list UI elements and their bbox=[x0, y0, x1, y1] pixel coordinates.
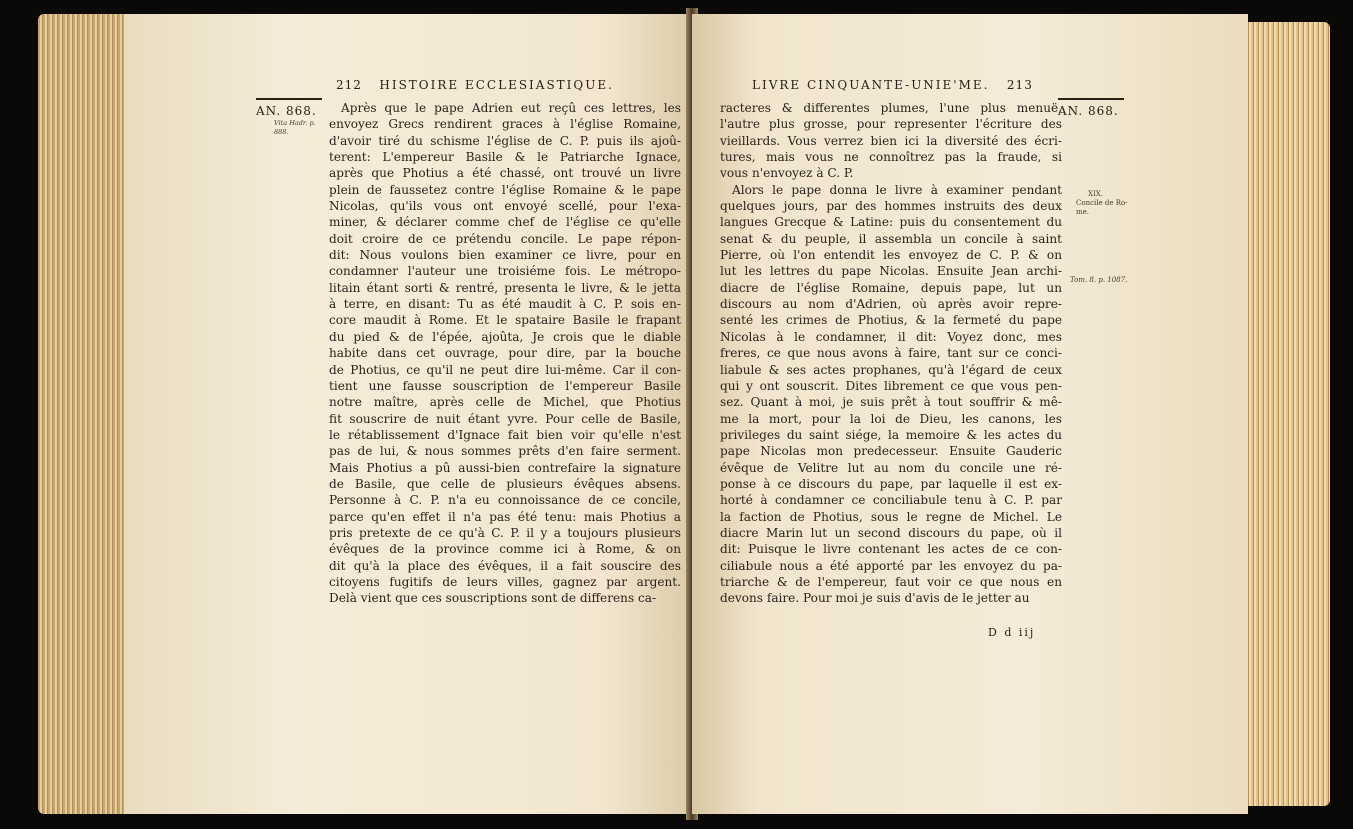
text-line: devons faire. Pour moi je suis d'avis de le jetter au bbox=[720, 591, 1030, 606]
text-line: lut les lettres du pape Nicolas. Ensuite Jean archi- bbox=[720, 264, 1062, 279]
left-text-column bbox=[329, 100, 681, 607]
left-page bbox=[124, 14, 690, 814]
text-line: freres, ce que nous avons à faire, tant sur ce conci- bbox=[720, 346, 1062, 361]
text-line: à terre, en disant: Tu as été maudit à C. P. sois en- bbox=[329, 297, 681, 312]
text-line: langues Grecque & Latine: puis du consentement du bbox=[720, 215, 1062, 230]
text-line: liabule & ses actes prophanes, qu'à l'égard de ceux bbox=[720, 362, 1062, 377]
text-line: évêque de Velitre lut au nom du concile une ré- bbox=[720, 460, 1062, 475]
right-page-edges bbox=[1246, 22, 1330, 806]
right-page bbox=[692, 14, 1248, 814]
left-running-header bbox=[336, 78, 614, 92]
text-line: Delà vient que ces souscriptions sont de differens ca- bbox=[329, 591, 657, 606]
left-margin-note bbox=[274, 119, 330, 137]
text-line: ciliabule nous a été apporté par les envoyez du pa- bbox=[720, 558, 1062, 573]
text-line: envoyez Grecs rendirent graces à l'église Romaine, bbox=[329, 117, 681, 132]
text-line: sez. Quant à moi, je suis prêt à tout souffrir & mê- bbox=[720, 395, 1062, 410]
text-line: senat & du peuple, il assembla un concile à saint bbox=[720, 231, 1062, 246]
text-line: me la mort, pour la loi de Dieu, les canons, les bbox=[720, 411, 1062, 426]
section-number: XIX. bbox=[1088, 190, 1103, 198]
text-line: horté à condamner ce conciliabule tenu à C. P. par bbox=[720, 493, 1062, 508]
signature-mark: D d iij bbox=[988, 626, 1036, 639]
text-line: pas de lui, & nous sommes prêts d'en faire serment. bbox=[329, 444, 681, 459]
text-line: pape Nicolas mon predecesseur. Ensuite Gauderic bbox=[720, 444, 1062, 459]
text-line: diacre Marin lut un second discours du pape, où il bbox=[720, 525, 1062, 540]
left-margin-year: AN. 868. bbox=[256, 98, 322, 118]
text-line: racteres & differentes plumes, l'une plus menuë, bbox=[720, 101, 1062, 115]
text-line: la faction de Photius, sous le regne de Michel. Le bbox=[720, 509, 1062, 524]
text-line: Pierre, où l'on entendit les envoyez de C. P. & on bbox=[720, 248, 1062, 263]
text-line: du pied & de l'épée, ajoûta, Je crois que le diable bbox=[329, 329, 681, 344]
right-text-column bbox=[720, 100, 1062, 607]
open-book bbox=[24, 8, 1324, 820]
text-line: d'avoir tiré du schisme l'église de C. P. puis ils ajoû- bbox=[329, 133, 681, 148]
text-line: de Photius, ce qu'il ne peut dire lui-même. Car il con- bbox=[329, 362, 681, 377]
text-line: condamner l'auteur une troisiéme fois. Le métropo- bbox=[329, 264, 681, 279]
text-line: diacre de l'église Romaine, depuis pape, lut un bbox=[720, 280, 1062, 295]
text-line: l'autre plus grosse, pour representer l'écriture des bbox=[720, 117, 1062, 132]
text-line: évêques de la province comme ici à Rome, & on bbox=[329, 542, 681, 557]
right-margin-section bbox=[1076, 190, 1136, 217]
text-line: Nicolas, qu'ils vous ont envoyé scellé, pour l'exa- bbox=[329, 199, 681, 214]
right-margin-reference: Tom. 8. p. 1087. bbox=[1070, 276, 1128, 284]
text-line: citoyens fugitifs de leurs villes, gagnez par argent. bbox=[329, 574, 681, 589]
text-line: miner, & déclarer comme chef de l'église ce qu'elle bbox=[329, 215, 681, 230]
right-page-number: 213 bbox=[1006, 78, 1033, 92]
section-title-line: Concile de Ro- bbox=[1076, 199, 1128, 207]
text-line: tures, mais vous ne connoîtrez pas la fraude, si bbox=[720, 150, 1062, 165]
text-line: Personne à C. P. n'a eu connoissance de ce concile, bbox=[329, 493, 681, 508]
text-line: ponse à ce discours du pape, par laquelle il est ex- bbox=[720, 476, 1062, 491]
text-line: senté les crimes de Photius, & la fermeté du pape bbox=[720, 313, 1062, 328]
right-running-header bbox=[752, 78, 1033, 92]
text-line: de Basile, que celle de plusieurs évêques absens. bbox=[329, 476, 681, 491]
right-header-title: LIVRE CINQUANTE-UNIE'ME. bbox=[752, 78, 990, 92]
text-line: Nicolas à le condamner, il dit: Voyez donc, mes bbox=[720, 329, 1062, 344]
text-line: pris pretexte de ce qu'à C. P. il y a toujours plusieurs bbox=[329, 525, 681, 540]
text-line: privileges du saint siége, la memoire & les actes du bbox=[720, 427, 1062, 442]
text-line: terent: L'empereur Basile & le Patriarche Ignace, bbox=[329, 150, 681, 165]
text-line: tient une fausse souscription de l'empereur Basile bbox=[329, 378, 681, 393]
margin-note-line: 888. bbox=[274, 128, 289, 136]
text-line: discours au nom d'Adrien, où après avoir repre- bbox=[720, 297, 1062, 312]
text-line: Alors le pape donna le livre à examiner pendant bbox=[732, 182, 1062, 197]
text-line: habite dans cet ouvrage, pour dire, par la bouche bbox=[329, 346, 681, 361]
text-line: Après que le pape Adrien eut reçû ces lettres, les bbox=[341, 101, 681, 115]
right-margin-year: AN. 868. bbox=[1058, 98, 1124, 118]
text-line: dit: Puisque le livre contenant les actes de ce con- bbox=[720, 542, 1062, 557]
text-line: litain étant sorti & rentré, presenta le livre, & le jetta bbox=[329, 280, 681, 295]
text-line: notre maître, après celle de Michel, que Photius bbox=[329, 395, 681, 410]
text-line: doit croire de ce prétendu concile. Le pape répon- bbox=[329, 231, 681, 246]
text-line: triarche & de l'empereur, faut voir ce que nous en bbox=[720, 574, 1062, 589]
left-header-title: HISTOIRE ECCLESIASTIQUE. bbox=[379, 78, 614, 92]
text-line: qui y ont souscrit. Dites librement ce que vous pen- bbox=[720, 378, 1062, 393]
text-line: plein de faussetez contre l'église Romaine & le pape bbox=[329, 182, 681, 197]
text-line: core maudit à Rome. Et le spataire Basile le frapant bbox=[329, 313, 681, 328]
text-line: parce qu'en effet il n'a pas été tenu: mais Photius a bbox=[329, 509, 681, 524]
text-line: après que Photius a été chassé, ont trouvé un livre bbox=[329, 166, 681, 181]
text-line: dit qu'à la place des évêques, il a fait souscire des bbox=[329, 558, 681, 573]
text-line: le rétablissement d'Ignace fait bien voir qu'elle n'est bbox=[329, 427, 681, 442]
text-line: vieillards. Vous verrez bien ici la diversité des écri- bbox=[720, 133, 1062, 148]
text-line: dit: Nous voulons bien examiner ce livre, pour en bbox=[329, 248, 681, 263]
text-line: Mais Photius a pû aussi-bien contrefaire la signature bbox=[329, 460, 681, 475]
margin-note-line: Vita Hadr. p. bbox=[274, 119, 316, 127]
text-line: fit souscrire de nuit étant yvre. Pour celle de Basile, bbox=[329, 411, 681, 426]
text-line: vous n'envoyez à C. P. bbox=[720, 166, 854, 181]
section-title-line: me. bbox=[1076, 208, 1090, 216]
left-page-number: 212 bbox=[336, 78, 362, 92]
text-line: quelques jours, par des hommes instruits des deux bbox=[720, 199, 1062, 214]
